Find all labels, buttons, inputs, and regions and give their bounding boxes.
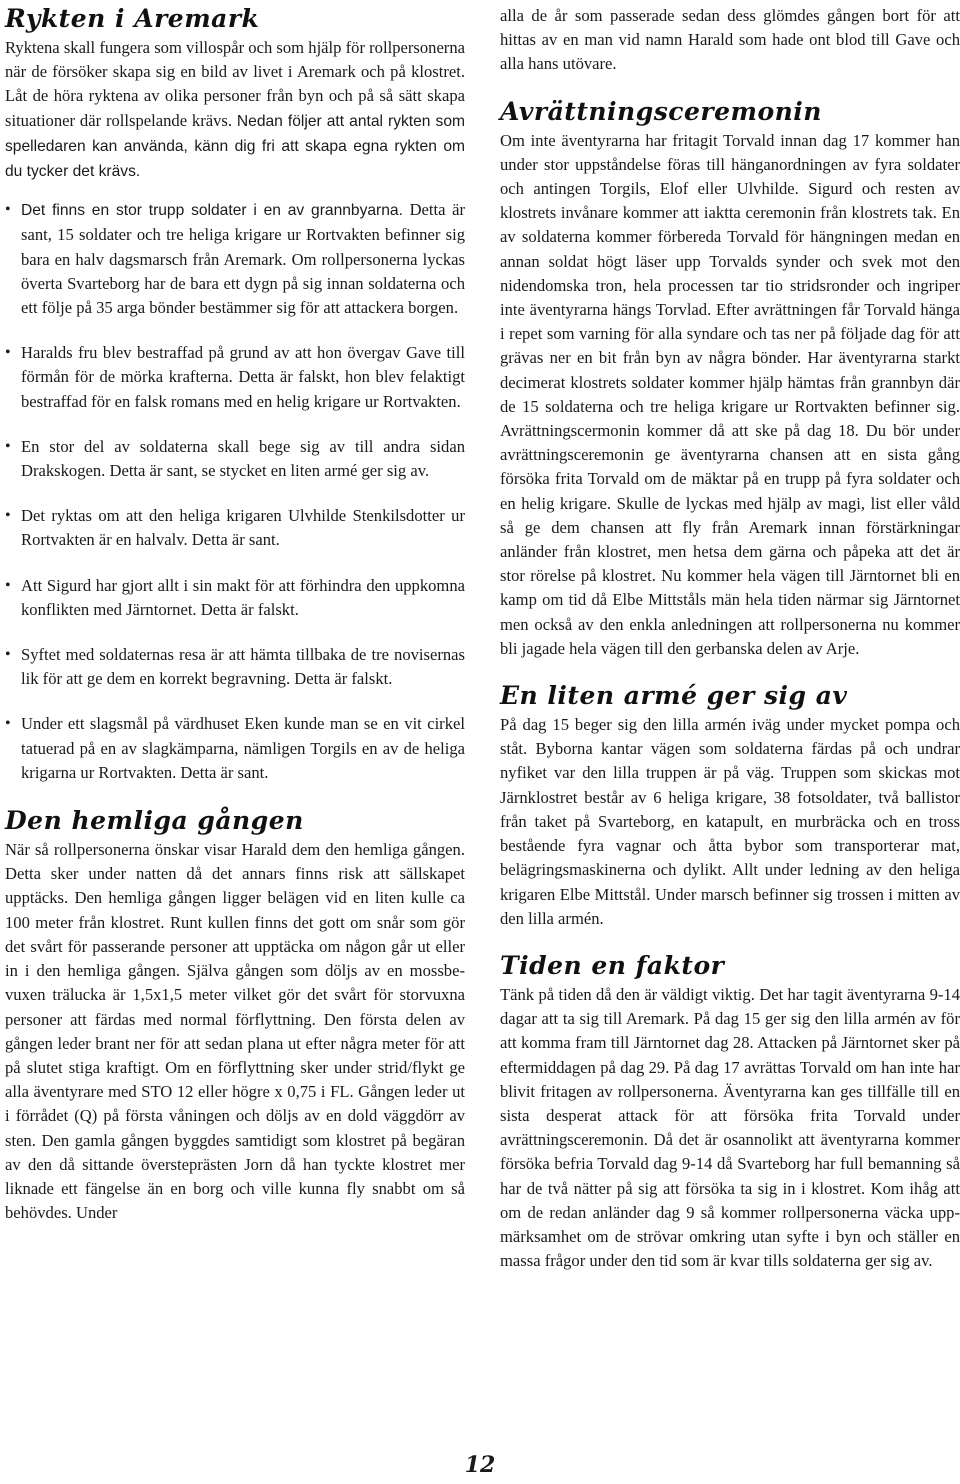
rykten-intro [5,36,465,184]
rumor-item [5,198,465,320]
right-column [500,4,960,1273]
continued-text: alla de år som passerade sedan dess glömdes gången bort för att hittas av en man vid namn Harald som hade ont blod till Gave och alla hans utövare. [500,6,960,74]
rumor-item [5,712,465,785]
rumor-text: Syftet med soldaternas resa är att hämta tillbaka de tre novisernas lik för att ge dem en korrekt begravning. Detta är falskt. [21,645,465,689]
section-avrattningsceremonin [500,97,960,661]
rumor-list [5,198,465,785]
rumor-item [5,643,465,691]
rumor-text: Detta är sant, 15 soldater och tre heliga krigare ur Rortvakten befinner sig bara en halv dagsmarsch från Aremark. Om rollpersonerna lyckas överta Svarteborg har de bara ett dygn på sig innan soldaterna och ett följe på 35 arga bönder bestämmer sig för att attackera borgen. [21,200,466,318]
heading-liten-arme: En liten armé ger sig av [500,681,848,711]
rumor-text: Att Sigurd har gjort allt i sin makt för att förhindra den uppkomna konflikten med Järntornet. Detta är falskt. [21,575,465,619]
rumor-lead: Det finns en stor trupp soldater i en av grannbyarna. [21,202,403,220]
liten-arme-body: På dag 15 beger sig den lilla armén iväg under mycket pompa och ståt. Byborna kantar vägen som soldaterna färdas på och undrar nyfiket var den lilla truppen är på väg. Truppen som skickas mot Järnklostret består av 6 heliga krigare, 38 fotsoldater, två ballistor från taket på Svarteborg, en katapult, en murbräcka och en tross bestående fyra vagnar och åtta bybor som transporterar mat, belägringsmaskinerna och dylikt. Allt under ledning av den heliga krigaren Elbe Mittstål. Under marsch befinner sig trossen i mitten av den lilla armén. [500,715,960,928]
rumor-text: En stor del av soldaterna skall bege sig av till andra sidan Drakskogen. Detta är sant, se stycket en liten armé ger sig av. [21,436,465,481]
rumor-text: Haralds fru blev bestraffad på grund av att hon övergav Gave till förmån för de mörka krafterna. Detta är falskt, hon blev felaktigt bestraffad för en falsk romans med en helig krigare ur Rortvakten. [21,343,465,411]
left-column [5,4,465,1225]
rumor-item [5,341,465,414]
rumor-item [5,504,465,552]
avrattningsceremonin-body: Om inte äventyrarna har fritagit Torvald innan dag 17 kommer han under stor uppståndelse föras till hänganordningen av fyra soldater och antingen Torgils, Elof eller Ulvhilde. Sigurd och resten av klostrets invånare kommer att iaktta ceremonin från klostrets tak. En av soldaterna kommer förbereda Torvald för hängningen medan en annan soldat högt läser upp Torvalds synder och svek mot den nidendomska tron, hela processen tar tio stridsronder och ingriper inte äventyrarna hängs Torvlad. Efter avrättningen får Torvald hänga i repet som varning för alla syndare och tas ner på följade dag för att grävas ner en bit från byn av några bönder. Har äventyrarna starkt decimerat klostrets soldater kommer hjälp hämtas från grannbyn där de 15 soldaterna och tre heliga krigare ur Rortvakten befinner sig. Avrättningscermonin kommer då att ske på dag 18. Du bör under avrättningsceremonin ge äventyrarna chansen att en sista gång försöka frita Torvald om de mäktar på en trupp på fyra soldater och en helig krigare. Skulle de lyckas med hjälp av magi, list eller våld så ge dem chansen att fly från Aremark innan förstärkningar anländer från klostret, men hetsa dem gärna och påpeka att det är stor rörelse på klostret. Nu kommer hela vägen till Järntornet bli en kamp om tid då Elbe Mittståls män hela tiden närmar sig Järntornet men också av den enkla anledningen att rollpersonerna nu kommer bli jagade hela vägen till den gerbanska delen av Arje. [500,130,960,658]
page-number: 12 [464,1452,496,1478]
heading-rykten: Rykten i Aremark [5,4,260,33]
heading-avrattningsceremonin: Avrättningsceremonin [500,96,822,126]
section-liten-arme [500,681,960,931]
hemliga-gangen-body: När så rollpersonerna önskar visar Harald dem den hemliga gången. Detta sker under natten då det annars finns risk att sällskapet upptäcks. Den hemliga gången ligger belägen vid en liten kulle ca 100 meter från klostret. Runt kullen finns det gott om snår som gör det svårt för passerande personer att upptäcka om någon går ut eller in i den hemliga gången. Själva gången som döljs av en mossbevuxen trälucka är 1,5x1,5 meter vilket gör det svårt för storvuxna personer att färdas med normal förflyttning. Den första delen av gången leder brant ner för att sedan plana ut efter några meter för att på slutet stiga kraftigt. Om en förflyttning sker under strid/flykt ge alla äventyrare med STO 12 eller högre x 0,75 i FL. Gången leder ut i förrådet (Q) på första våningen och döljs av en dold väggdörr av sten. Den gamla gången byggdes samtidigt som klostret på begäran av den då sittande översteprästen Jorn då han tyckte klostret mer liknade ett fängelse än en borg och ville kunna fly snabbt om så behövdes. Under [5,840,465,1223]
section-tiden-en-faktor [500,951,960,1273]
rumor-item [5,435,465,483]
rumor-text: Det ryktas om att den heliga krigaren Ulvhilde Stenkilsdotter ur Rortvakten är en halvalv. Detta är sant. [21,506,465,550]
rykten-intro-sans: Nedan följer att antal rykten som spelledaren kan använda, känn dig fri att skapa egna rykten om du tycker det krävs. [5,112,465,181]
rykten-intro-serif: Ryktena skall fungera som villospår och som hjälp för rollpersonerna när de försöker skapa sig en bild av livet i Aremark och på klostret. Låt de höra ryktena av olika personer från byn och på så sätt skapa situationer där rollspelande krävs. [5,38,465,130]
section-rykten [5,4,465,785]
tiden-en-faktor-body: Tänk på tiden då den är väldigt viktig. Det har tagit äventyrarna 9-14 dagar att ta sig till Aremark. På dag 15 ger sig den lilla armén av för att komma fram till Järntornet dag 28. Attacken på Järntornet sker på eftermiddagen på dag 29. På dag 17 avrättas Torvald om han inte har blivit fritagen av rollpersonerna. Äventyrarna kan ges tillfälle till en sista desperat attack för att försöka frita Torvald under avrättningsceremonin. Då det är osannolikt att äventyrarna kommer försöka befria Torvald dag 9-14 då Svarteborg har full bemanning så har de två nätter på sig att försöka ta sig in i klostret. Kom ihåg att om de redan anländer dag 9 så kommer rollpersonerna väcka uppmärksamhet om de strövar omkring utan syfte i byn och ställer en massa frågor under den tid som är kvar tills soldaterna ger sig av. [500,984,960,1271]
heading-tiden-en-faktor: Tiden en faktor [500,950,725,980]
section-hemliga-gangen [5,806,465,1225]
rumor-item [5,574,465,622]
heading-hemliga-gangen: Den hemliga gången [5,806,304,836]
rumor-text: Under ett slagsmål på värdhuset Eken kunde man se en vit cirkel tatuerad på en av slagkämparna, nämligen Torgils en av de heliga krigarna ur Rortvakten. Detta är sant. [21,714,465,782]
